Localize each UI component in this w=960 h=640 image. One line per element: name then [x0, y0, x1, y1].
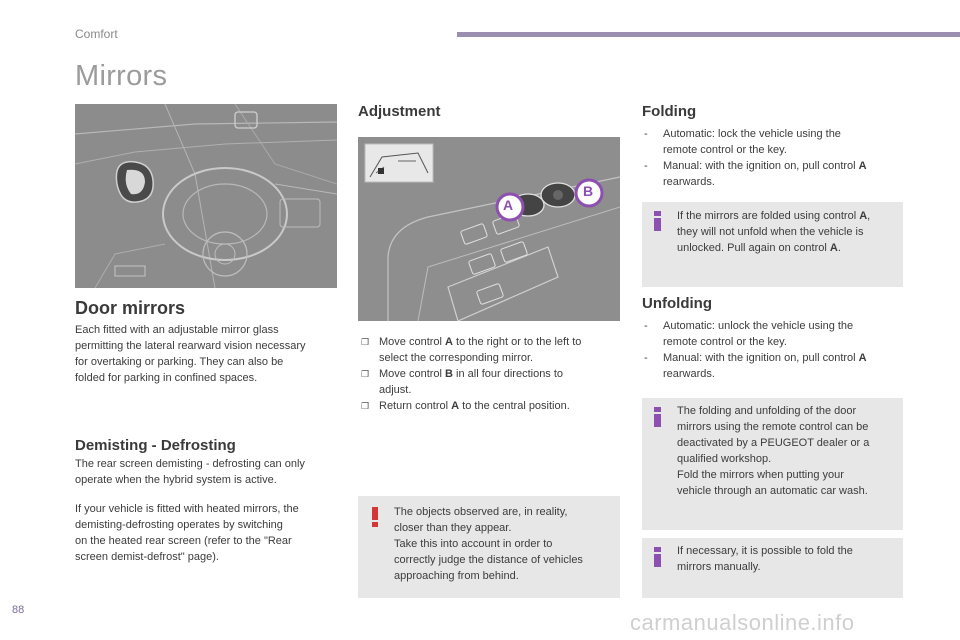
watermark: carmanualsonline.info: [630, 610, 855, 635]
text-line: [677, 208, 901, 224]
step-return-a: [358, 398, 623, 414]
door-mirrors-body: [75, 322, 345, 386]
control-key: A: [858, 352, 867, 364]
text-line: Each fitted with an adjustable mirror glass: [75, 324, 279, 336]
unfolding-info-text: [677, 403, 901, 499]
page-title: Mirrors: [75, 60, 168, 92]
text-line: approaching from behind.: [394, 570, 519, 582]
text-part: .: [837, 242, 841, 254]
step-move-a: [358, 334, 623, 366]
adjustment-steps: [358, 334, 623, 414]
text-line: rearwards.: [663, 368, 715, 380]
text-line: remote control or the key.: [663, 336, 787, 348]
control-key: A: [858, 160, 867, 172]
step-text: to the right or to the left to: [452, 336, 582, 348]
text-line: permitting the lateral rearward vision necessary: [75, 340, 306, 352]
header-accent-bar: [457, 32, 960, 37]
info-icon: [654, 407, 661, 429]
text-part: ,: [867, 210, 871, 222]
door-mirrors-heading: Door mirrors: [75, 298, 186, 318]
text-line: mirrors using the remote control can be: [677, 421, 869, 433]
text-line: The objects observed are, in reality,: [394, 506, 568, 518]
step-move-b: [358, 366, 623, 398]
control-key: A: [859, 210, 868, 222]
info-icon: [654, 547, 661, 569]
folding-automatic: [642, 126, 907, 158]
dash-bullet: -: [644, 160, 648, 172]
text-line: Fold the mirrors when putting your: [677, 469, 844, 481]
unfolding-automatic: [642, 318, 907, 350]
unfolding-heading: Unfolding: [642, 295, 712, 312]
control-key: B: [445, 368, 453, 380]
warning-exclamation-icon: [372, 507, 379, 529]
step-text: select the corresponding mirror.: [379, 352, 534, 364]
warning-box: [358, 496, 620, 598]
dash-bullet: -: [644, 128, 648, 140]
control-key: A: [445, 336, 453, 348]
unfolding-manual: [642, 350, 907, 382]
arrow-bullet-icon: ❐: [361, 369, 370, 379]
text-line: screen demist-defrost" page).: [75, 551, 219, 563]
text-line: qualified workshop.: [677, 453, 772, 465]
door-mirror-illustration: [75, 104, 337, 288]
text-line: Manual: with the ignition on, pull control: [663, 160, 859, 172]
control-key: A: [829, 242, 838, 254]
text-line: folded for parking in confined spaces.: [75, 372, 258, 384]
info-icon: [654, 211, 661, 233]
dash-bullet: -: [644, 320, 648, 332]
folding-info-box: [642, 202, 903, 287]
step-text: adjust.: [379, 384, 412, 396]
section-label: Comfort: [75, 27, 118, 41]
text-line: mirrors manually.: [677, 561, 761, 573]
text-line: demisting-defrosting operates by switching: [75, 519, 283, 531]
control-key: A: [451, 400, 460, 412]
text-line: closer than they appear.: [394, 522, 512, 534]
text-line: deactivated by a PEUGEOT dealer or a: [677, 437, 870, 449]
text-line: Automatic: unlock the vehicle using the: [663, 320, 854, 332]
text-line: correctly judge the distance of vehicles: [394, 554, 583, 566]
dash-bullet: -: [644, 352, 648, 364]
unfolding-list: [642, 318, 907, 382]
folding-manual: [642, 158, 907, 190]
figure-label-b: B: [583, 183, 594, 199]
text-line: [677, 240, 901, 256]
step-text: Move control: [379, 368, 446, 380]
step-text: in all four directions to: [452, 368, 564, 380]
text-line: rearwards.: [663, 176, 715, 188]
text-line: they will not unfold when the vehicle is: [677, 226, 864, 238]
text-line: The folding and unfolding of the door: [677, 405, 857, 417]
arrow-bullet-icon: ❐: [361, 401, 370, 411]
manual-fold-info-box: [642, 538, 903, 598]
demisting-para-1: [75, 456, 345, 488]
demisting-heading: Demisting - Defrosting: [75, 437, 236, 454]
warning-text: [394, 504, 616, 584]
text-line: vehicle through an automatic car wash.: [677, 485, 868, 497]
folding-heading: Folding: [642, 103, 697, 120]
text-line: Automatic: lock the vehicle using the: [663, 128, 841, 140]
dashboard-drawing: [75, 104, 337, 288]
adjustment-heading: Adjustment: [358, 103, 441, 120]
step-text: to the central position.: [459, 400, 570, 412]
page-number: 88: [12, 604, 25, 616]
text-line: Take this into account in order to: [394, 538, 553, 550]
text-line: Manual: with the ignition on, pull control: [663, 352, 859, 364]
text-part: If the mirrors are folded using control: [677, 210, 860, 222]
folding-info-text: [677, 208, 901, 256]
figure-label-a: A: [503, 197, 514, 213]
demisting-para-2: [75, 501, 345, 565]
text-line: for overtaking or parking. They can also be: [75, 356, 284, 368]
text-line: remote control or the key.: [663, 144, 787, 156]
text-line: If your vehicle is fitted with heated mirrors, the: [75, 503, 299, 515]
arrow-bullet-icon: ❐: [361, 337, 370, 347]
text-line: operate when the hybrid system is active.: [75, 474, 277, 486]
text-part: unlocked. Pull again on control: [677, 242, 830, 254]
text-line: The rear screen demisting - defrosting can only: [75, 458, 305, 470]
step-text: Return control: [379, 400, 452, 412]
manual-fold-text: [677, 543, 901, 575]
text-line: on the heated rear screen (refer to the "Rear: [75, 535, 292, 547]
folding-list: [642, 126, 907, 190]
text-line: If necessary, it is possible to fold the: [677, 545, 853, 557]
step-text: Move control: [379, 336, 446, 348]
unfolding-info-box: [642, 398, 903, 530]
adjustment-illustration: [358, 137, 620, 321]
door-panel-drawing: [358, 137, 620, 321]
